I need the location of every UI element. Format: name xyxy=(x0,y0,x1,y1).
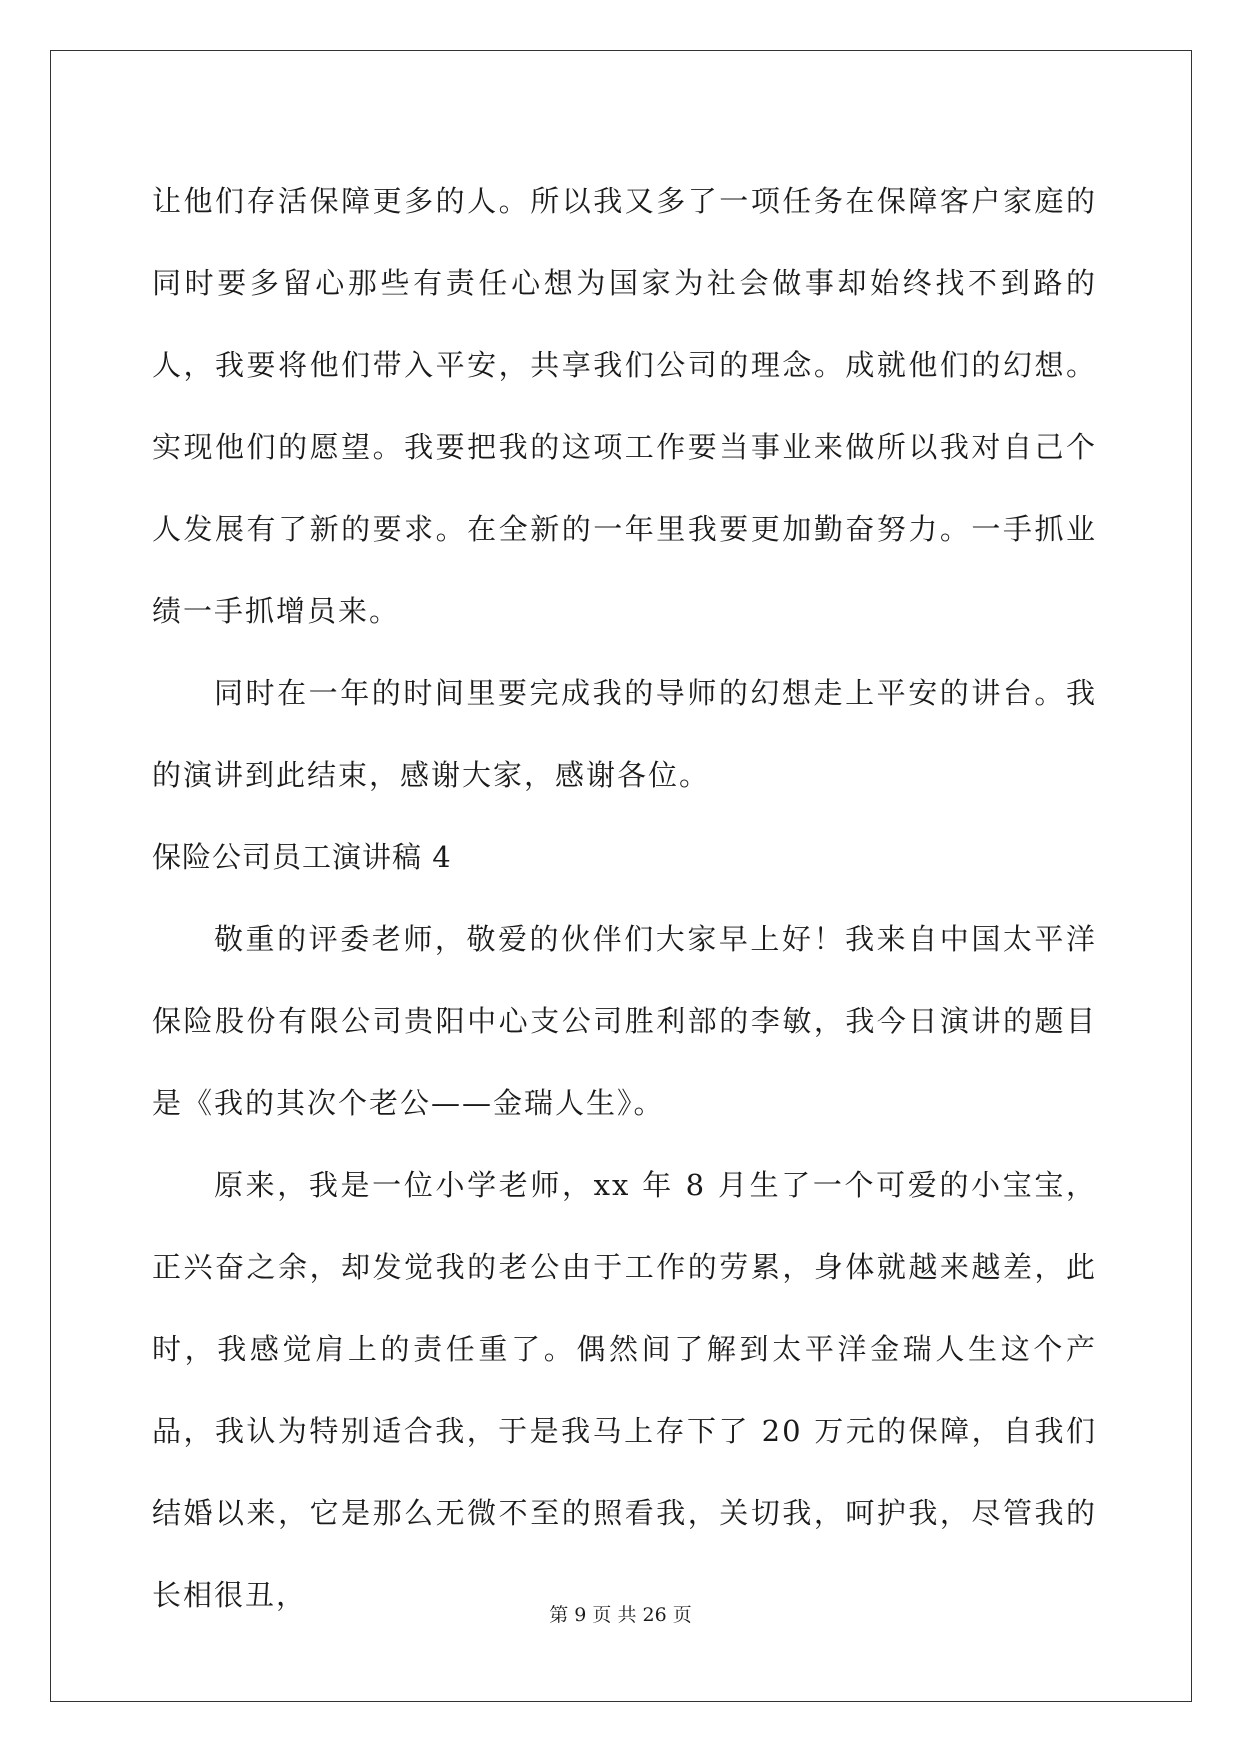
page-footer: 第 9 页 共 26 页 xyxy=(549,1604,692,1626)
paragraph-4: 原来，我是一位小学老师，xx 年 8 月生了一个可爱的小宝宝，正兴奋之余，却发觉我的老公由于工作的劳累，身体就越来越差，此时，我感觉肩上的责任重了。偶然间了解到太平洋金瑞人生这个产品，我认为特别适合我，于是我马上存下了 20 万元的保障，自我们结婚以来，它是那么无微不至的照看我，关切我，呵护我，尽管我的长相很丑， xyxy=(152,1168,1097,1612)
document-body xyxy=(152,160,1097,1636)
paragraph-1: 让他们存活保障更多的人。所以我又多了一项任务在保障客户家庭的同时要多留心那些有责任心想为国家为社会做事却始终找不到路的人，我要将他们带入平安，共享我们公司的理念。成就他们的幻想。实现他们的愿望。我要把我的这项工作要当事业来做所以我对自己个人发展有了新的要求。在全新的一年里我要更加勤奋努力。一手抓业绩一手抓增员来。 xyxy=(152,184,1097,628)
section-heading: 保险公司员工演讲稿 4 xyxy=(152,840,452,874)
paragraph-2: 同时在一年的时间里要完成我的导师的幻想走上平安的讲台。我的演讲到此结束，感谢大家，感谢各位。 xyxy=(152,676,1097,792)
paragraph-3: 敬重的评委老师，敬爱的伙伴们大家早上好！我来自中国太平洋保险股份有限公司贵阳中心支公司胜利部的李敏，我今日演讲的题目是《我的其次个老公——金瑞人生》。 xyxy=(152,922,1097,1120)
